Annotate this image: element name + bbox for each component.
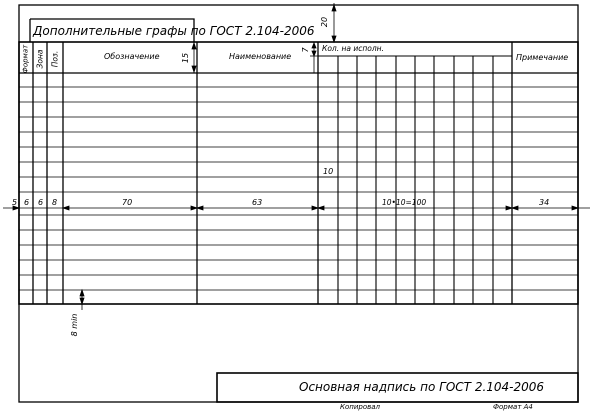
dim-8min-lines bbox=[80, 290, 84, 310]
dim-8-label: 8 bbox=[52, 198, 58, 207]
main-inscription-label: Основная надпись по ГОСТ 2.104-2006 bbox=[299, 380, 545, 394]
footer-format: Формат А4 bbox=[493, 403, 533, 411]
dim-34-label: 34 bbox=[539, 198, 550, 207]
column-dividers bbox=[33, 42, 512, 304]
dim-8min-label: 8 min bbox=[70, 313, 79, 337]
dim-7-lines bbox=[310, 42, 318, 73]
dim-20-lines bbox=[332, 3, 336, 42]
dim-63-label: 63 bbox=[252, 198, 263, 207]
dim-qty-label: 10•10=100 bbox=[382, 198, 427, 207]
sheet-frame bbox=[19, 5, 578, 402]
col-note-header: Примечание bbox=[516, 53, 569, 62]
footer-copied: Копировал bbox=[340, 403, 380, 411]
col-designation-header: Обозначение bbox=[104, 52, 160, 61]
qty-column-dividers bbox=[338, 56, 493, 304]
dim-6b-label: 6 bbox=[38, 198, 44, 207]
dim-10-label: 10 bbox=[323, 167, 334, 176]
dim-70-label: 70 bbox=[122, 198, 133, 207]
dim-6a-label: 6 bbox=[24, 198, 30, 207]
top-title: Дополнительные графы по ГОСТ 2.104-2006 bbox=[33, 24, 315, 38]
dim-15-label: 15 bbox=[181, 52, 190, 64]
table-border bbox=[19, 42, 578, 304]
col-format-header: Формат bbox=[21, 44, 30, 74]
col-pos-header: Поз. bbox=[50, 50, 60, 68]
dim-chain bbox=[3, 206, 590, 210]
dim-15-lines bbox=[192, 42, 196, 73]
table-rows bbox=[19, 87, 578, 290]
dim-20-label: 20 bbox=[320, 16, 329, 28]
dim-5-label: 5 bbox=[12, 198, 18, 207]
dim-7-label: 7 bbox=[301, 47, 310, 53]
col-name-header: Наименование bbox=[229, 52, 292, 61]
col-zone-header: Зона bbox=[35, 49, 45, 69]
col-qty-header: Кол. на исполн. bbox=[322, 44, 384, 53]
